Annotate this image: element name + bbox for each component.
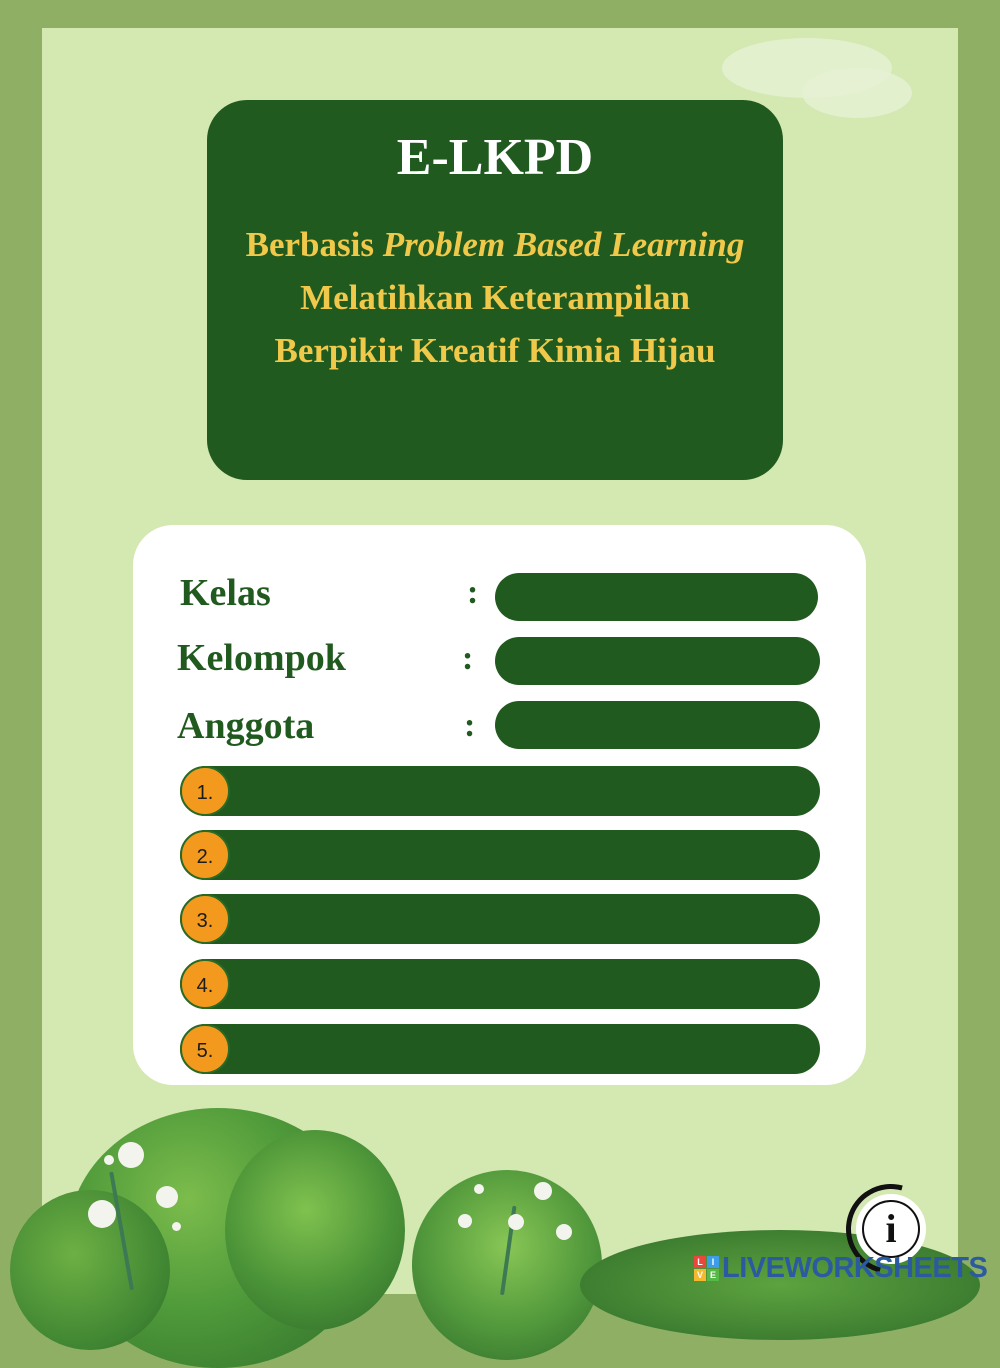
colon: : — [464, 707, 476, 744]
member-number-badge: 2. — [180, 830, 230, 880]
kelompok-label: Kelompok — [177, 637, 346, 679]
logo-text: LIVEWORKSHEETS — [722, 1251, 988, 1284]
logo-mark-icon — [694, 1256, 719, 1281]
flower-decoration — [104, 1155, 114, 1165]
flower-decoration — [534, 1182, 552, 1200]
logo-letter: L — [694, 1256, 706, 1268]
colon: : — [462, 640, 474, 677]
liveworksheets-logo[interactable] — [694, 1252, 987, 1284]
flower-decoration — [458, 1214, 472, 1228]
member-number-badge: 1. — [180, 766, 230, 816]
member-input-2[interactable] — [180, 830, 820, 880]
subtitle-italic: Problem Based Learning — [382, 225, 745, 264]
logo-letter: V — [694, 1269, 706, 1281]
logo-letter: I — [707, 1256, 719, 1268]
member-input-5[interactable] — [180, 1024, 820, 1074]
title-box — [207, 100, 783, 480]
bush-decoration — [225, 1130, 405, 1330]
member-input-1[interactable] — [180, 766, 820, 816]
page-subtitle — [243, 218, 747, 377]
member-input-4[interactable] — [180, 959, 820, 1009]
anggota-input[interactable] — [495, 701, 820, 749]
logo-letter: E — [707, 1269, 719, 1281]
flower-decoration — [508, 1214, 524, 1230]
flower-decoration — [118, 1142, 144, 1168]
subtitle-text: Berbasis — [245, 225, 383, 264]
member-number-badge: 3. — [180, 894, 230, 944]
colon: : — [467, 574, 479, 611]
subtitle-text: Melatihkan Keterampilan Berpikir Kreatif Kimia Hijau — [274, 278, 716, 370]
flower-decoration — [172, 1222, 181, 1231]
kelas-label: Kelas — [180, 572, 271, 614]
flower-decoration — [556, 1224, 572, 1240]
member-number-badge: 5. — [180, 1024, 230, 1074]
kelas-input[interactable] — [495, 573, 818, 621]
member-input-3[interactable] — [180, 894, 820, 944]
info-icon[interactable]: i — [864, 1202, 918, 1256]
flower-decoration — [474, 1184, 484, 1194]
kelompok-input[interactable] — [495, 637, 820, 685]
member-number-badge: 4. — [180, 959, 230, 1009]
cloud-decoration — [802, 68, 912, 118]
anggota-label: Anggota — [177, 705, 315, 747]
flower-decoration — [88, 1200, 116, 1228]
flower-decoration — [156, 1186, 178, 1208]
page-title: E-LKPD — [396, 129, 594, 186]
